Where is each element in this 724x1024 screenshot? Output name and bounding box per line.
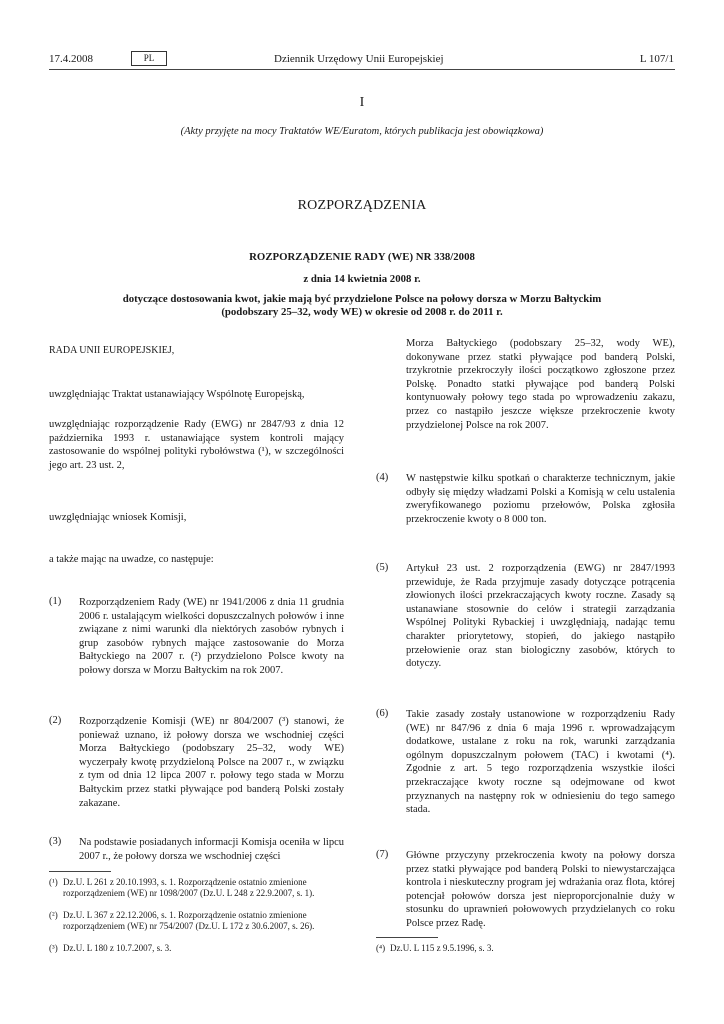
recital-text: Artykuł 23 ust. 2 rozporządzenia (EWG) nr 2847/1993 przewiduje, że Rada przyjmuje zasady dotyczące potrącenia złowionych ilości przekraczających kwoty roczne. Zasady są ustanawiane stosownie do celów i strategii zarządzania Wspólnej Polityki Rybackiej i uwzględniają, nadając temu charakter priorytetowy, stopień, do jakiego nastąpiło przełowienie oraz stan biologiczny zasobów, których to dotyczy. bbox=[406, 563, 675, 670]
recital-text: W następstwie kilku spotkań o charakterze technicznym, jakie odbyły się między władzami Polski a Komisją w celu ustalenia zweryfikowanego poziomu przełowów, Polska zgłosiła przekroczenie kwoty o 8 000 ton. bbox=[406, 473, 675, 525]
preamble-regulation: uwzględniając rozporządzenie Rady (EWG) nr 2847/93 z dnia 12 października 1993 r. ustanawiające system kontroli mający zastosowanie do wspólnej polityki rybołówstwa (¹), w szczególności jego art. 23 ust. 2, bbox=[49, 419, 344, 471]
recital-number: (7) bbox=[376, 849, 389, 860]
recital-number: (6) bbox=[376, 708, 389, 719]
journal-title: Dziennik Urzędowy Unii Europejskiej bbox=[274, 53, 444, 65]
recital-number: (4) bbox=[376, 472, 389, 483]
header-divider bbox=[49, 69, 675, 70]
part-number: I bbox=[359, 95, 365, 110]
recital-number: (1) bbox=[49, 596, 62, 607]
footnote-number: (¹) bbox=[49, 877, 58, 887]
preamble-treaty: uwzględniając Traktat ustanawiający Wspólnotę Europejską, bbox=[49, 389, 305, 400]
section-title: ROZPORZĄDZENIA bbox=[297, 198, 427, 213]
footnote-text: Dz.U. L 115 z 9.5.1996, s. 3. bbox=[390, 943, 494, 953]
footnote-4 bbox=[376, 943, 671, 954]
recital-text: Rozporządzeniem Rady (WE) nr 1941/2006 z dnia 11 grudnia 2006 r. ustalającym wielkości dopuszczalnych połowów i inne związane z nimi warunki dla niektórych zasobów rybnych i grup zasobów rybnych mające zastosowanie do Morza Bałtyckiego na 2007 r. (²) przydzielono Polsce kwoty na połowy dorsza w Morzu Bałtyckim na rok 2007. bbox=[79, 597, 344, 676]
recital-number: (3) bbox=[49, 836, 62, 847]
recital-3-continuation: Morza Bałtyckiego (podobszary 25–32, wody WE), dokonywane przez statki pływające pod banderą Polski, trzykrotnie przekroczyły ilości początkowo zgłoszone przez Polskę. Ponadto statki pływające pod banderą Polski kontynuowały połowy tego stada po wprowadzeniu zakazu, przez co nastąpiło jeszcze większe przekroczenie kwoty przydzielonej Polsce na rok 2007. bbox=[406, 338, 675, 431]
recital-4 bbox=[376, 472, 675, 526]
footnote-number: (²) bbox=[49, 910, 58, 920]
whereas-intro: a także mając na uwadze, co następuje: bbox=[49, 554, 214, 565]
footnote-divider bbox=[376, 937, 438, 938]
recital-text: Na podstawie posiadanych informacji Komisja oceniła w lipcu 2007 r., że połowy dorsza we wschodniej części bbox=[79, 837, 344, 862]
recital-number: (2) bbox=[49, 715, 62, 726]
page-number: L 107/1 bbox=[639, 53, 674, 65]
regulation-date: z dnia 14 kwietnia 2008 r. bbox=[303, 273, 421, 285]
footnote-number: (⁴) bbox=[376, 943, 386, 953]
footnote-2 bbox=[49, 910, 344, 932]
footnote-text: Dz.U. L 261 z 20.10.1993, s. 1. Rozporządzenie ostatnio zmienione rozporządzeniem (WE) nr 1098/2007 (Dz.U. L 248 z 22.9.2007, s. 1). bbox=[63, 877, 315, 898]
footnote-number: (³) bbox=[49, 943, 58, 953]
footnote-divider bbox=[49, 871, 111, 872]
recital-7 bbox=[376, 849, 675, 931]
recital-number: (5) bbox=[376, 562, 389, 573]
footnote-text: Dz.U. L 367 z 22.12.2006, s. 1. Rozporządzenie ostatnio zmienione rozporządzeniem (WE) nr 754/2007 (Dz.U. L 172 z 30.6.2007, s. 26). bbox=[63, 910, 315, 931]
regulation-subject: dotyczące dostosowania kwot, jakie mają być przydzielone Polsce na połowy dorsza w Morzu Bałtyckim (podobszary 25–32, wody WE) w okresie od 2008 r. do 2011 r. bbox=[122, 293, 602, 318]
recital-text: Główne przyczyny przekroczenia kwoty na połowy dorsza przez statki pływające pod banderą Polski to niewystarczająca kontrola i nieskuteczny program jej wdrażania oraz flota, której potencjał połowów dorsza jest nieproporcjonalnie duży w stosunku do uprawnień połowowych przydzielanych co roku Polsce przez Radę. bbox=[406, 850, 675, 929]
council-heading: RADA UNII EUROPEJSKIEJ, bbox=[49, 345, 175, 356]
recital-6 bbox=[376, 708, 675, 817]
footnote-1 bbox=[49, 877, 344, 899]
acts-note: (Akty przyjęte na mocy Traktatów WE/Euratom, których publikacja jest obowiązkowa) bbox=[180, 126, 544, 137]
preamble-proposal: uwzględniając wniosek Komisji, bbox=[49, 512, 187, 523]
regulation-title: ROZPORZĄDZENIE RADY (WE) NR 338/2008 bbox=[249, 251, 475, 263]
recital-5 bbox=[376, 562, 675, 671]
recital-1 bbox=[49, 596, 344, 678]
recital-3 bbox=[49, 836, 344, 863]
header-date: 17.4.2008 bbox=[49, 53, 93, 65]
language-badge: PL bbox=[131, 51, 167, 66]
footnote-text: Dz.U. L 180 z 10.7.2007, s. 3. bbox=[63, 943, 172, 953]
recital-text: Takie zasady zostały ustanowione w rozporządzeniu Rady (WE) nr 847/96 z dnia 6 maja 1996 r. wprowadzającym dodatkowe, ustalane z roku na rok, warunki zarządzania ogólnym dopuszczalnym połowem (TAC) i kwotami (⁴). Zgodnie z art. 5 tego rozporządzenia wszystkie ilości przekraczające kwoty roczne są odejmowane od kwot przyznanych na następny rok w odniesieniu do tego samego stada. bbox=[406, 709, 675, 816]
recital-text: Rozporządzenie Komisji (WE) nr 804/2007 (³) stanowi, że ponieważ uznano, iż połowy dorsza we wschodniej części Morza Bałtyckiego (podobszary 25–32, wody WE) wyczerpały kwotę przydzieloną Polsce na 2007 r., w związku z tym od dnia 12 lipca 2007 r. połowy tego stada w Morzu Bałtyckim przez statki pływające pod banderą Polski zostały zakazane. bbox=[79, 716, 344, 809]
recital-2 bbox=[49, 715, 344, 810]
footnote-3 bbox=[49, 943, 344, 954]
